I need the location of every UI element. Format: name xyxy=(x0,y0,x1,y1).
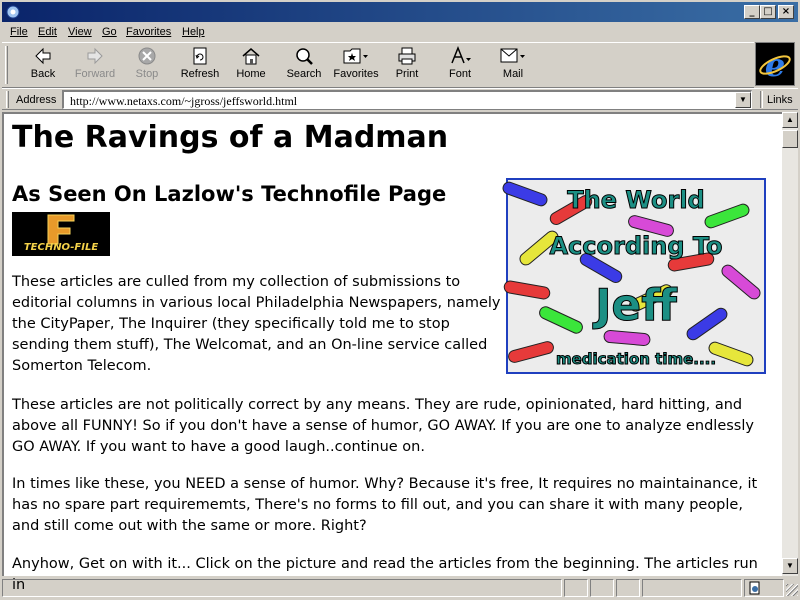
address-bar xyxy=(2,88,798,110)
menu-edit-label: Edit xyxy=(38,26,57,38)
minimize-button[interactable]: _ xyxy=(744,5,760,19)
svg-text:e: e xyxy=(764,46,786,84)
chevron-up-icon: ▲ xyxy=(786,115,794,124)
ie-throbber-logo xyxy=(755,42,795,86)
standard-toolbar xyxy=(2,42,754,88)
search-icon xyxy=(294,46,314,66)
image-line-1: The World xyxy=(567,186,705,214)
print-button[interactable] xyxy=(392,45,422,85)
menu-favorites-label: Favorites xyxy=(126,26,172,38)
back-label: Back xyxy=(30,68,56,80)
title-bar xyxy=(2,2,798,22)
maximize-button[interactable]: □ xyxy=(760,5,776,19)
page-viewport xyxy=(2,112,782,593)
status-pane-2 xyxy=(564,579,588,597)
menu-help[interactable] xyxy=(182,26,205,38)
menu-go-label: Go xyxy=(102,26,117,38)
vertical-scrollbar[interactable] xyxy=(782,112,798,576)
image-line-2: According To xyxy=(549,232,723,260)
image-line-4: medication time.... xyxy=(555,350,717,368)
menu-file[interactable] xyxy=(10,26,28,38)
print-label: Print xyxy=(395,68,419,80)
back-arrow-icon xyxy=(33,46,53,66)
image-line-3: Jeff xyxy=(595,280,677,331)
scroll-thumb[interactable] xyxy=(782,130,798,148)
menu-help-label: Help xyxy=(182,26,205,38)
page-subtitle: As Seen On Lazlow's Technofile Page xyxy=(12,182,447,206)
favorites-label: Favorites xyxy=(333,68,379,80)
forward-button[interactable] xyxy=(72,45,118,85)
scroll-up-button[interactable] xyxy=(782,112,798,128)
back-button[interactable] xyxy=(24,45,62,85)
mail-button[interactable] xyxy=(496,45,530,85)
stop-icon xyxy=(137,46,157,66)
address-input[interactable] xyxy=(62,90,752,109)
font-icon xyxy=(448,46,472,66)
menu-file-label: File xyxy=(10,26,28,38)
ie-app-icon[interactable] xyxy=(5,4,21,20)
mail-label: Mail xyxy=(502,68,524,80)
mail-icon xyxy=(499,46,527,66)
address-label: Address xyxy=(16,94,57,106)
address-url: http://www.netaxs.com/~jgross/jeffsworld.html xyxy=(70,94,298,108)
status-pane-4 xyxy=(616,579,640,597)
search-button[interactable] xyxy=(282,45,326,85)
home-button[interactable] xyxy=(232,45,270,85)
status-pane-3 xyxy=(590,579,614,597)
font-button[interactable] xyxy=(442,45,478,85)
forward-label: Forward xyxy=(74,68,116,80)
status-zone-pane xyxy=(744,579,784,597)
favorites-folder-icon xyxy=(342,46,370,66)
toolbar-grip[interactable] xyxy=(5,46,8,84)
disclaimer-paragraph: These articles are not politically correct by any means. They are rude, opinionated, hard hitting, and above all FUNNY! So if you don't have a sense of humor, GO AWAY. If you are one to analyze endlessly GO AWAY. If you want to have a good laugh..continue on. xyxy=(12,397,754,455)
instructions-paragraph: Anyhow, Get on with it... Click on the picture and read the articles from the beginning. The articles run in xyxy=(12,556,758,593)
stop-button[interactable] xyxy=(130,45,164,85)
refresh-label: Refresh xyxy=(180,68,220,80)
page-status-icon xyxy=(748,581,762,595)
resize-grip[interactable] xyxy=(786,584,798,596)
search-label: Search xyxy=(286,68,322,80)
links-separator xyxy=(760,91,763,108)
refresh-button[interactable] xyxy=(176,45,224,85)
favorites-button[interactable] xyxy=(330,45,382,85)
status-text-pane xyxy=(2,579,562,597)
chevron-down-icon: ▼ xyxy=(739,95,747,104)
address-dropdown-button[interactable] xyxy=(735,92,751,108)
chevron-down-icon: ▼ xyxy=(786,561,794,570)
links-button[interactable]: Links xyxy=(767,94,793,106)
menu-view-label: View xyxy=(68,26,92,38)
technofile-logo-text: TECHNO-FILE xyxy=(23,242,99,253)
scroll-down-button[interactable] xyxy=(782,558,798,574)
status-pane-5 xyxy=(642,579,742,597)
menu-go[interactable] xyxy=(102,26,117,38)
home-label: Home xyxy=(236,68,266,80)
menu-bar xyxy=(2,22,798,42)
page-content xyxy=(12,120,772,593)
address-bar-grip[interactable] xyxy=(6,91,9,108)
page-title: The Ravings of a Madman xyxy=(12,120,449,155)
ie-logo-icon xyxy=(756,43,794,85)
refresh-icon xyxy=(190,46,210,66)
technofile-logo[interactable] xyxy=(12,212,110,256)
forward-arrow-icon xyxy=(85,46,105,66)
menu-favorites[interactable] xyxy=(126,26,171,38)
menu-edit[interactable] xyxy=(38,26,57,38)
home-icon xyxy=(241,46,261,66)
printer-icon xyxy=(397,46,417,66)
status-bar xyxy=(2,578,798,598)
humor-paragraph: In times like these, you NEED a sense of humor. Why? Because it's free, It requires no maintainance, it has no spare part requirememts, There's no forms to fill out, and you can share it with many people, and still come out with the same or more. Right? xyxy=(12,476,758,534)
intro-paragraph: These articles are culled from my collection of submissions to editorial columns in various local Philadelphia Newspapers, namely the CityPaper, The Inquirer (they specifically told me to stop sending them stuff), The Welcomat, and an On-line service called Somerton Telecom. xyxy=(12,274,501,374)
world-according-to-jeff-image[interactable] xyxy=(506,178,766,374)
stop-label: Stop xyxy=(135,68,159,80)
font-label: Font xyxy=(448,68,471,80)
close-button[interactable]: × xyxy=(778,5,794,19)
menu-view[interactable] xyxy=(68,26,92,38)
